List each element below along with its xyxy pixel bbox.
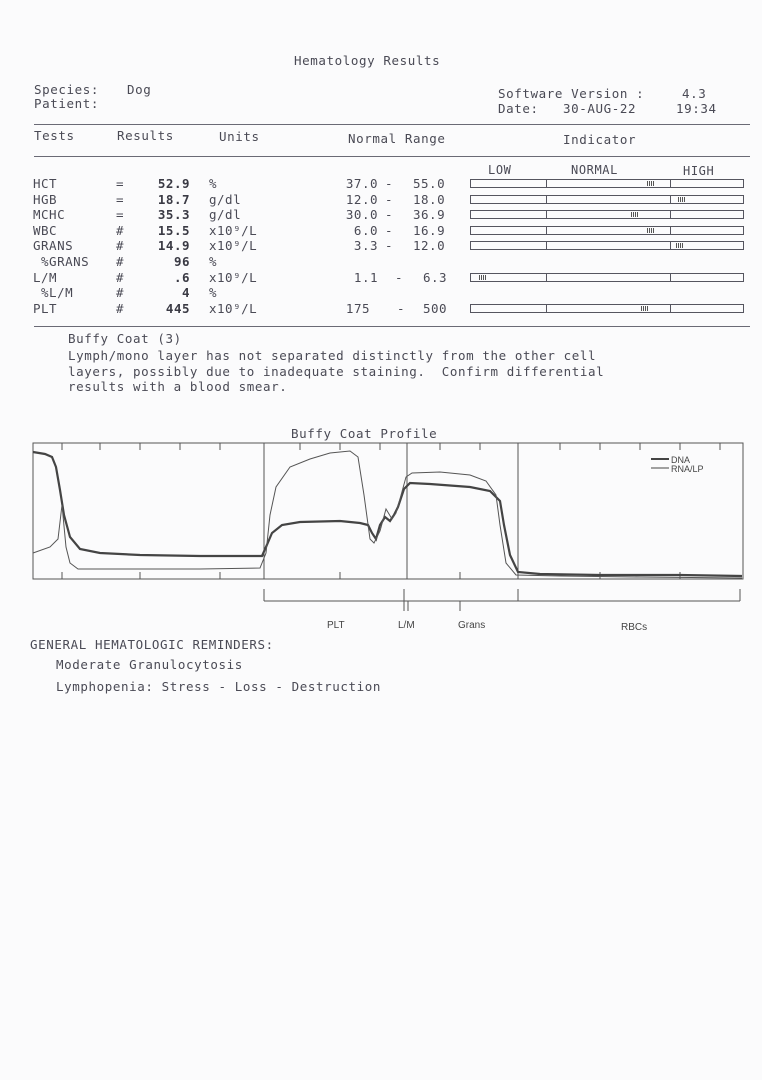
region-label-plt: PLT — [327, 620, 345, 631]
result-value: 445 — [165, 301, 190, 316]
table-row — [0, 254, 762, 270]
range-low: 30.0 — [345, 207, 378, 222]
range-dash: - — [385, 192, 394, 207]
time-value: 19:34 — [676, 101, 717, 116]
buffy-note-line: Lymph/mono layer has not separated distinctly from the other cell — [68, 348, 597, 363]
indicator-marker — [676, 243, 683, 248]
col-results: Results — [117, 128, 174, 143]
indicator-bar — [470, 179, 744, 188]
range-dash: - — [397, 301, 406, 316]
range-low: 37.0 — [345, 176, 378, 191]
reminders-heading: GENERAL HEMATOLOGIC REMINDERS: — [30, 637, 274, 652]
table-row — [0, 285, 762, 301]
test-name: WBC — [33, 223, 58, 238]
range-low: 12.0 — [345, 192, 378, 207]
date-value: 30-AUG-22 — [563, 101, 637, 116]
result-unit: x10⁹/L — [209, 238, 258, 253]
indicator-bar — [470, 210, 744, 219]
range-high: 500 — [423, 301, 448, 316]
result-value: 18.7 — [157, 192, 190, 207]
result-value: 96 — [173, 254, 190, 269]
result-flag: = — [116, 192, 125, 207]
result-unit: x10⁹/L — [209, 270, 258, 285]
result-flag: # — [116, 285, 125, 300]
buffy-note-line: results with a blood smear. — [68, 379, 288, 394]
range-low: 1.1 — [353, 270, 378, 285]
range-high: 6.3 — [423, 270, 448, 285]
range-low: 3.3 — [353, 238, 378, 253]
result-unit: x10⁹/L — [209, 223, 258, 238]
col-tests: Tests — [34, 128, 75, 143]
test-name: %L/M — [33, 285, 74, 300]
indicator-bar — [470, 195, 744, 204]
software-label: Software Version : — [498, 86, 645, 101]
date-label: Date: — [498, 101, 539, 116]
software-version: 4.3 — [682, 86, 707, 101]
result-unit: g/dl — [209, 207, 242, 222]
legend-label: RNA/LP — [671, 464, 704, 474]
result-value: 15.5 — [157, 223, 190, 238]
result-flag: # — [116, 254, 125, 269]
result-unit: x10⁹/L — [209, 301, 258, 316]
range-dash: - — [385, 238, 394, 253]
result-value: 52.9 — [157, 176, 190, 191]
table-row — [0, 238, 762, 254]
chart-legend — [651, 455, 704, 474]
indicator-marker — [641, 306, 648, 311]
report-title: Hematology Results — [294, 53, 441, 68]
test-name: MCHC — [33, 207, 66, 222]
test-name: HCT — [33, 176, 58, 191]
dna-series-line — [33, 452, 742, 576]
table-row — [0, 192, 762, 208]
table-row — [0, 270, 762, 286]
species-label: Species: — [34, 82, 100, 97]
range-low: 175 — [345, 301, 370, 316]
result-value: 4 — [181, 285, 190, 300]
divider-header — [34, 156, 750, 157]
result-value: 14.9 — [157, 238, 190, 253]
result-flag: = — [116, 207, 125, 222]
result-unit: g/dl — [209, 192, 242, 207]
result-flag: # — [116, 301, 125, 316]
test-name: HGB — [33, 192, 58, 207]
range-dash: - — [395, 270, 404, 285]
table-row — [0, 207, 762, 223]
indicator-marker — [678, 197, 685, 202]
result-value: 35.3 — [157, 207, 190, 222]
indicator-marker — [647, 181, 654, 186]
col-normal-range: Normal Range — [348, 131, 446, 146]
test-name: L/M — [33, 270, 58, 285]
result-unit: % — [209, 176, 218, 191]
result-unit: % — [209, 285, 218, 300]
result-unit: % — [209, 254, 218, 269]
range-high: 12.0 — [413, 238, 446, 253]
reminder-item: Lymphopenia: Stress - Loss - Destruction — [56, 679, 382, 694]
indicator-bar — [470, 273, 744, 282]
range-high: 55.0 — [413, 176, 446, 191]
table-row — [0, 301, 762, 317]
result-flag: # — [116, 238, 125, 253]
range-dash: - — [385, 207, 394, 222]
col-indicator: Indicator — [563, 132, 637, 147]
test-name: GRANS — [33, 238, 74, 253]
indicator-high-label: HIGH — [683, 164, 715, 178]
indicator-bar — [470, 304, 744, 313]
test-name: PLT — [33, 301, 58, 316]
test-name: %GRANS — [33, 254, 90, 269]
buffy-coat-profile-chart — [0, 435, 762, 635]
indicator-low-label: LOW — [488, 163, 512, 177]
region-label-grans: Grans — [458, 620, 486, 631]
range-high: 16.9 — [413, 223, 446, 238]
table-row — [0, 223, 762, 239]
divider-top — [34, 124, 750, 125]
result-flag: # — [116, 223, 125, 238]
indicator-normal-label: NORMAL — [571, 163, 618, 177]
reminder-item: Moderate Granulocytosis — [56, 657, 243, 672]
indicator-bar — [470, 226, 744, 235]
result-flag: = — [116, 176, 125, 191]
buffy-note-line: layers, possibly due to inadequate staining. Confirm differential — [68, 364, 605, 379]
divider-table-bottom — [34, 326, 750, 327]
region-label-rbcs: RBCs — [621, 622, 648, 633]
region-axis — [264, 589, 740, 611]
col-units: Units — [219, 129, 260, 144]
region-label-lm: L/M — [398, 620, 415, 631]
range-high: 18.0 — [413, 192, 446, 207]
indicator-bar — [470, 241, 744, 250]
patient-label: Patient: — [34, 96, 100, 111]
table-row — [0, 176, 762, 192]
buffy-note-title: Buffy Coat (3) — [68, 331, 182, 346]
result-flag: # — [116, 270, 125, 285]
range-dash: - — [385, 223, 394, 238]
range-dash: - — [385, 176, 394, 191]
range-high: 36.9 — [413, 207, 446, 222]
chart-title: Buffy Coat Profile — [291, 426, 438, 441]
rna-lp-series-line — [33, 451, 742, 578]
result-value: .6 — [173, 270, 190, 285]
chart-frame — [33, 443, 743, 579]
range-low: 6.0 — [353, 223, 378, 238]
indicator-marker — [647, 228, 654, 233]
species-value: Dog — [127, 82, 152, 97]
indicator-marker — [631, 212, 638, 217]
indicator-marker — [479, 275, 486, 280]
legend-label: DNA — [671, 455, 691, 465]
